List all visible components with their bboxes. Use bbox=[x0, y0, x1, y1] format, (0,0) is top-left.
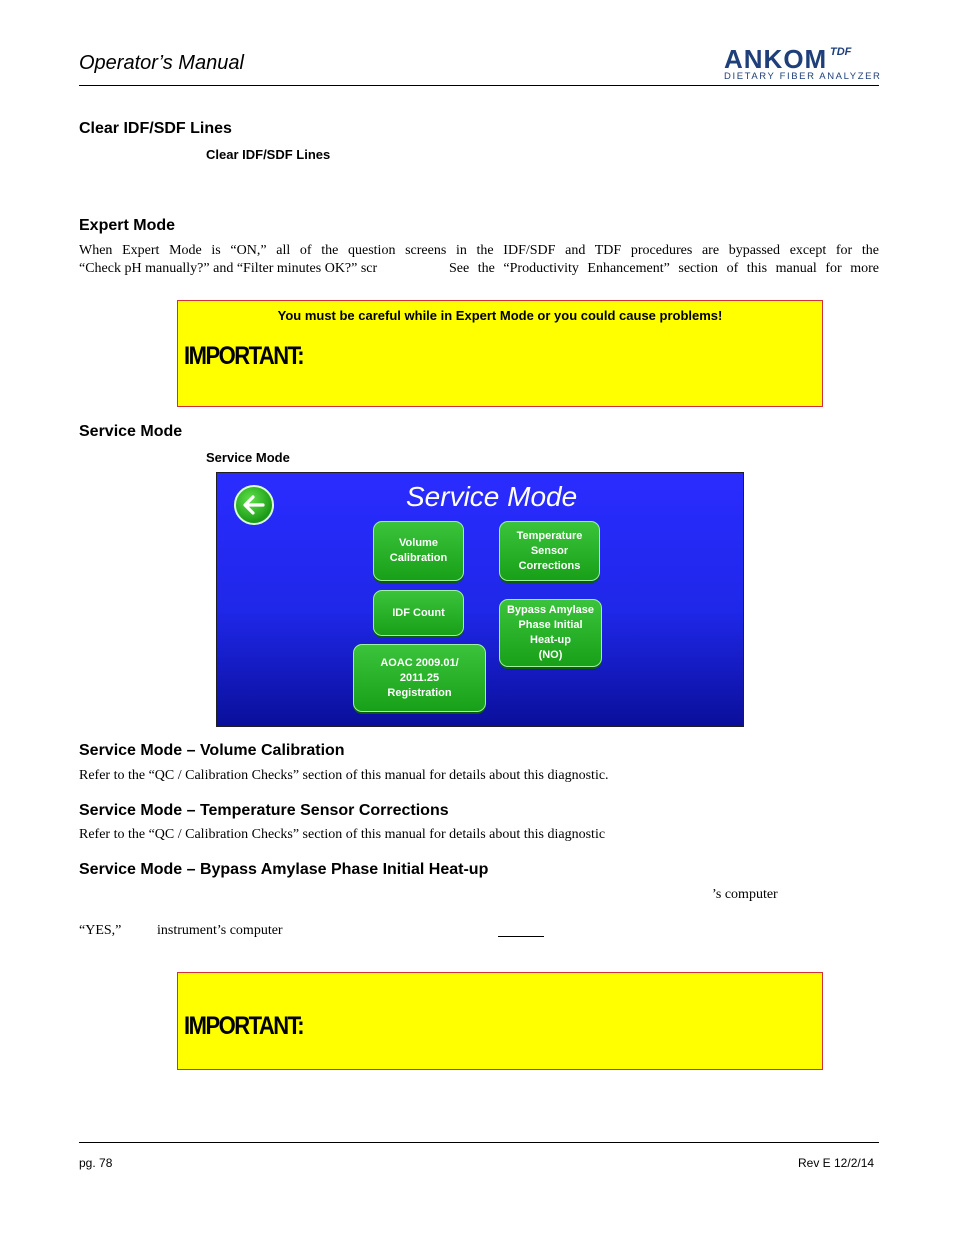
bypass-text-fragment-3: instrument’s computer bbox=[157, 923, 283, 938]
back-button[interactable] bbox=[234, 485, 274, 525]
bypass-text-fragment-2: “YES,” bbox=[79, 923, 122, 938]
manual-title: Operator’s Manual bbox=[79, 52, 244, 74]
heading-service-mode: Service Mode bbox=[79, 423, 183, 440]
temperature-sensor-corrections-button[interactable]: Temperature Sensor Corrections bbox=[499, 521, 600, 581]
temperature-corrections-text: Refer to the “QC / Calibration Checks” section of this manual for details about this diagnostic bbox=[79, 827, 606, 842]
ankom-logo: ANKOM bbox=[724, 44, 828, 74]
clear-lines-button-ref: Clear IDF/SDF Lines bbox=[206, 147, 331, 162]
volume-calibration-text: Refer to the “QC / Calibration Checks” section of this manual for details about this diagnostic. bbox=[79, 768, 609, 783]
logo-superscript: TDF bbox=[830, 46, 852, 58]
footer-rule bbox=[79, 1142, 879, 1143]
heading-bypass-amylase: Service Mode – Bypass Amylase Phase Initial Heat-up bbox=[79, 861, 489, 878]
heading-clear-lines: Clear IDF/SDF Lines bbox=[79, 120, 232, 137]
important-label: IMPORTANT: bbox=[184, 341, 304, 370]
revision: Rev E 12/2/14 bbox=[798, 1156, 875, 1170]
expert-mode-text-line2a: “Check pH manually?” and “Filter minutes OK?” scr bbox=[79, 261, 378, 276]
important-label: IMPORTANT: bbox=[184, 1011, 304, 1040]
screen-title: Service Mode bbox=[406, 481, 578, 512]
logo-subtitle: DIETARY FIBER ANALYZER bbox=[724, 71, 882, 82]
arrow-left-icon bbox=[236, 487, 272, 523]
expert-mode-text-line1: When Expert Mode is “ON,” all of the question screens in the IDF/SDF and TDF procedures are bypassed except for the bbox=[79, 243, 879, 258]
expert-mode-warning: You must be careful while in Expert Mode or you could cause problems! bbox=[277, 308, 723, 323]
heading-temperature-corrections: Service Mode – Temperature Sensor Corrections bbox=[79, 802, 449, 819]
important-box-bypass bbox=[177, 972, 823, 1070]
page-number: pg. 78 bbox=[79, 1156, 113, 1170]
underline-mark bbox=[498, 936, 544, 937]
heading-expert-mode: Expert Mode bbox=[79, 217, 176, 234]
volume-calibration-button[interactable]: Volume Calibration bbox=[373, 521, 464, 581]
important-box-expert bbox=[177, 300, 823, 407]
service-mode-screen bbox=[216, 472, 744, 727]
service-mode-button-ref: Service Mode bbox=[206, 450, 290, 465]
heading-volume-calibration: Service Mode – Volume Calibration bbox=[79, 742, 345, 759]
idf-count-button[interactable]: IDF Count bbox=[373, 590, 464, 636]
aoac-registration-button[interactable]: AOAC 2009.01/ 2011.25 Registration bbox=[353, 644, 486, 712]
header-rule bbox=[79, 85, 879, 86]
expert-mode-text-line2b: See the “Productivity Enhancement” section of this manual for more bbox=[449, 261, 879, 276]
bypass-text-fragment-1: ’s computer bbox=[712, 887, 778, 902]
bypass-amylase-button[interactable]: Bypass Amylase Phase Initial Heat-up (NO) bbox=[499, 599, 602, 667]
